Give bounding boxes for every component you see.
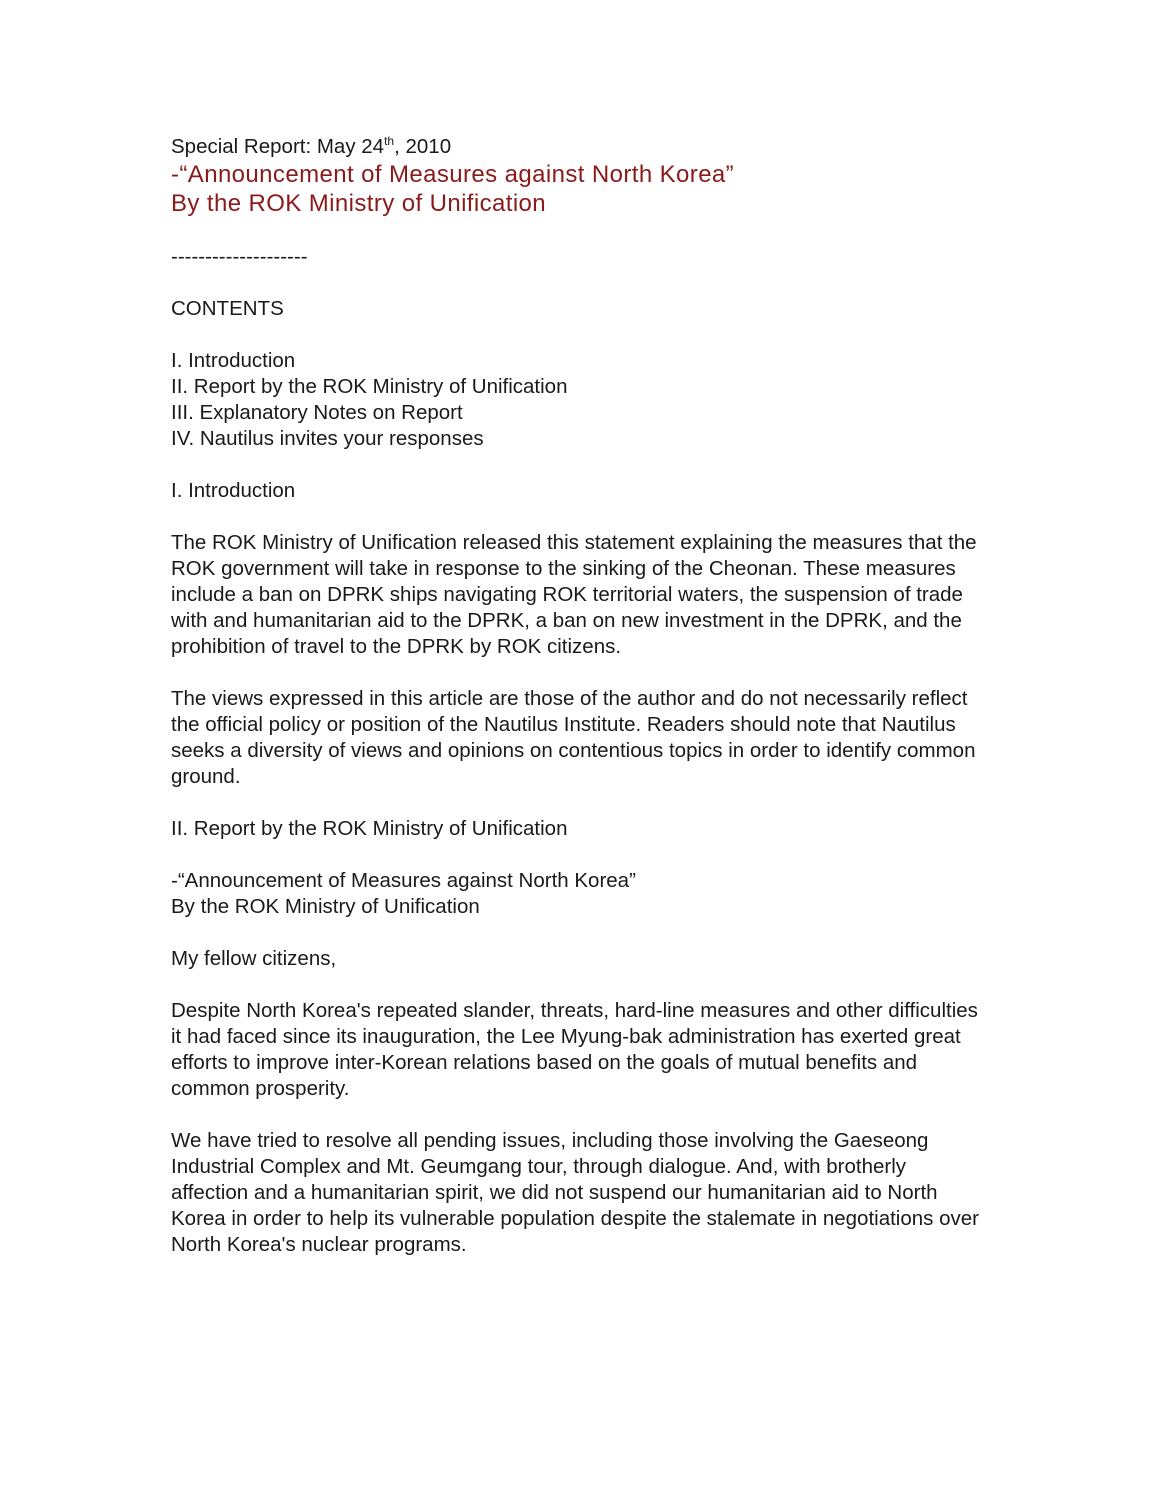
paragraph-line: Korea in order to help its vulnerable population despite the stalemate in negotiations over (171, 1207, 979, 1230)
paragraph-line: We have tried to resolve all pending issues, including those involving the Gaeseong (171, 1129, 929, 1152)
report-date-prefix: Special Report: May 24 (171, 135, 385, 158)
report-paragraph-2 (171, 1128, 1001, 1258)
report-date-superscript: th (384, 134, 395, 148)
paragraph-line: it had faced since its inauguration, the Lee Myung-bak administration has exerted great (171, 1025, 961, 1048)
report-date-suffix: , 2010 (394, 135, 452, 158)
paragraph-line: affection and a humanitarian spirit, we did not suspend our humanitarian aid to North (171, 1181, 938, 1204)
contents-heading: CONTENTS (171, 297, 284, 320)
introduction-paragraph-2 (171, 686, 1001, 790)
section-heading-introduction: I. Introduction (171, 479, 296, 502)
contents-list (171, 348, 1001, 452)
report-title-line-2: By the ROK Ministry of Unification (171, 895, 480, 918)
contents-item-notes: III. Explanatory Notes on Report (171, 401, 463, 424)
report-date (171, 134, 1001, 160)
paragraph-line: seeks a diversity of views and opinions on contentious topics in order to identify common (171, 739, 976, 762)
paragraph-line: The views expressed in this article are those of the author and do not necessarily reflect (171, 687, 968, 710)
contents-item-responses: IV. Nautilus invites your responses (171, 427, 484, 450)
paragraph-line: with and humanitarian aid to the DPRK, a ban on new investment in the DPRK, and the (171, 609, 962, 632)
paragraph-line: ground. (171, 765, 241, 788)
paragraph-line: include a ban on DPRK ships navigating ROK territorial waters, the suspension of trade (171, 583, 963, 606)
title-line-2: By the ROK Ministry of Unification (171, 190, 547, 217)
paragraph-line: efforts to improve inter-Korean relations based on the goals of mutual benefits and (171, 1051, 918, 1074)
report-paragraph-1 (171, 998, 1001, 1102)
paragraph-line: Industrial Complex and Mt. Geumgang tour, through dialogue. And, with brotherly (171, 1155, 907, 1178)
paragraph-line: North Korea's nuclear programs. (171, 1233, 467, 1256)
introduction-paragraph-1 (171, 530, 1001, 660)
paragraph-line: common prosperity. (171, 1077, 350, 1100)
paragraph-line: the official policy or position of the Nautilus Institute. Readers should note that Nautilus (171, 713, 956, 736)
salutation: My fellow citizens, (171, 947, 337, 970)
title-line-1: -“Announcement of Measures against North Korea” (171, 161, 735, 188)
divider-line: -------------------- (171, 245, 308, 268)
section-heading-report: II. Report by the ROK Ministry of Unification (171, 817, 568, 840)
paragraph-line: Despite North Korea's repeated slander, threats, hard-line measures and other difficulties (171, 999, 978, 1022)
document-page (171, 134, 1001, 1258)
paragraph-line: ROK government will take in response to the sinking of the Cheonan. These measures (171, 557, 956, 580)
paragraph-line: prohibition of travel to the DPRK by ROK citizens. (171, 635, 622, 658)
paragraph-line: The ROK Ministry of Unification released this statement explaining the measures that the (171, 531, 977, 554)
report-title-line-1: -“Announcement of Measures against North Korea” (171, 869, 636, 892)
contents-item-report: II. Report by the ROK Ministry of Unification (171, 375, 568, 398)
contents-item-introduction: I. Introduction (171, 349, 296, 372)
